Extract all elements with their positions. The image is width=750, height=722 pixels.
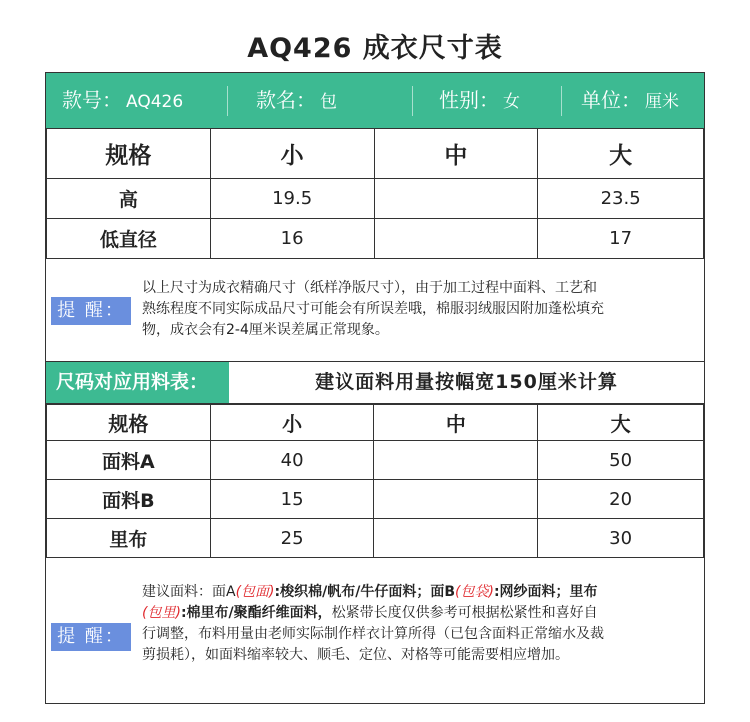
- table-cell: [374, 519, 538, 558]
- style-number-label: 款号：: [62, 88, 122, 112]
- table-cell: 19.5: [210, 179, 374, 219]
- style-number: [62, 73, 183, 128]
- gender-value: 女: [503, 92, 520, 112]
- table-cell: 17: [538, 219, 704, 259]
- table-row: [47, 480, 704, 519]
- reminder-badge: 提 醒：: [51, 623, 131, 651]
- elastic-note: 松紧带长度仅供参考可根据松紧性和喜好自: [331, 605, 598, 621]
- table-cell: 40: [210, 441, 374, 480]
- column-header-medium: 中: [374, 405, 538, 441]
- fabric-table-header: [47, 405, 704, 441]
- column-header-small: 小: [210, 129, 374, 179]
- reminder-line: 行调整，布料用量由老师实际制作样衣计算所得（已包含面料正常缩水及裁: [142, 626, 604, 642]
- row-label: 里布: [47, 519, 211, 558]
- table-cell: 20: [538, 480, 704, 519]
- table-cell: 15: [210, 480, 374, 519]
- size-sheet: [45, 72, 705, 704]
- info-header-bar: [46, 73, 704, 128]
- fabric-a-detail: :梭织棉/帆布/牛仔面料；面B: [274, 584, 456, 600]
- fabric-width-note: 建议面料用量按幅宽150厘米计算: [315, 371, 618, 393]
- lining-detail: :棉里布/聚酯纤维面料，: [180, 605, 332, 621]
- table-row: [47, 519, 704, 558]
- header-divider: [227, 86, 228, 116]
- fabric-suggestion-text: 建议面料：面A: [142, 584, 236, 600]
- table-cell: 23.5: [538, 179, 704, 219]
- row-label: 低直径: [47, 219, 211, 259]
- reminder-text: [142, 582, 698, 666]
- reminder-box: [46, 258, 704, 362]
- column-header-large: 大: [538, 129, 704, 179]
- reminder-badge: 提 醒：: [51, 297, 131, 325]
- column-header-spec: 规格: [47, 129, 211, 179]
- style-number-value: AQ426: [126, 92, 184, 112]
- column-header-large: 大: [538, 405, 704, 441]
- fabric-b-detail: :网纱面料；里布: [493, 584, 598, 600]
- column-header-spec: 规格: [47, 405, 211, 441]
- table-cell: 16: [210, 219, 374, 259]
- row-label: 高: [47, 179, 211, 219]
- reminder-line: [142, 582, 698, 603]
- table-cell: 25: [210, 519, 374, 558]
- fabric-table: [46, 404, 704, 558]
- header-divider: [561, 86, 562, 116]
- row-label: 面料B: [47, 480, 211, 519]
- table-cell: [374, 219, 538, 259]
- lining-note: (包里): [142, 605, 181, 621]
- fabric-a-note: (包面): [235, 584, 275, 600]
- table-row: [47, 441, 704, 480]
- unit-label: 单位：: [581, 88, 641, 112]
- reminder-box: [46, 562, 704, 703]
- gender: [439, 73, 520, 128]
- fabric-usage-bar: [46, 362, 704, 404]
- reminder-text: [142, 278, 698, 341]
- row-label: 面料A: [47, 441, 211, 480]
- style-name-value: 包: [320, 92, 337, 112]
- reminder-line: 剪损耗），如面料缩率较大、顺毛、定位、对格等可能需要相应增加。: [142, 647, 569, 663]
- reminder-line: 以上尺寸为成衣精确尺寸（纸样净版尺寸），由于加工过程中面料、工艺和: [142, 280, 597, 296]
- table-row: [47, 219, 704, 259]
- column-header-small: 小: [210, 405, 374, 441]
- page-title: AQ426 成衣尺寸表: [247, 33, 503, 64]
- reminder-line: [142, 603, 698, 624]
- column-header-medium: 中: [374, 129, 538, 179]
- unit-value: 厘米: [645, 92, 679, 112]
- table-row: [47, 179, 704, 219]
- table-cell: 50: [538, 441, 704, 480]
- style-name-label: 款名：: [256, 88, 316, 112]
- reminder-line: 物，成衣会有2-4厘米误差属正常现象。: [142, 322, 389, 338]
- reminder-line: 熟练程度不同实际成品尺寸可能会有所误差哦，棉服羽绒服因附加蓬松填充: [142, 301, 604, 317]
- table-cell: [374, 480, 538, 519]
- size-table: [46, 128, 704, 259]
- fabric-b-note: (包袋): [455, 584, 494, 600]
- size-table-header: [47, 129, 704, 179]
- fabric-usage-label: 尺码对应用料表：: [46, 362, 229, 403]
- table-cell: 30: [538, 519, 704, 558]
- unit: [581, 73, 679, 128]
- gender-label: 性别：: [439, 88, 499, 112]
- table-cell: [374, 441, 538, 480]
- style-name: [256, 73, 337, 128]
- header-divider: [412, 86, 413, 116]
- table-cell: [374, 179, 538, 219]
